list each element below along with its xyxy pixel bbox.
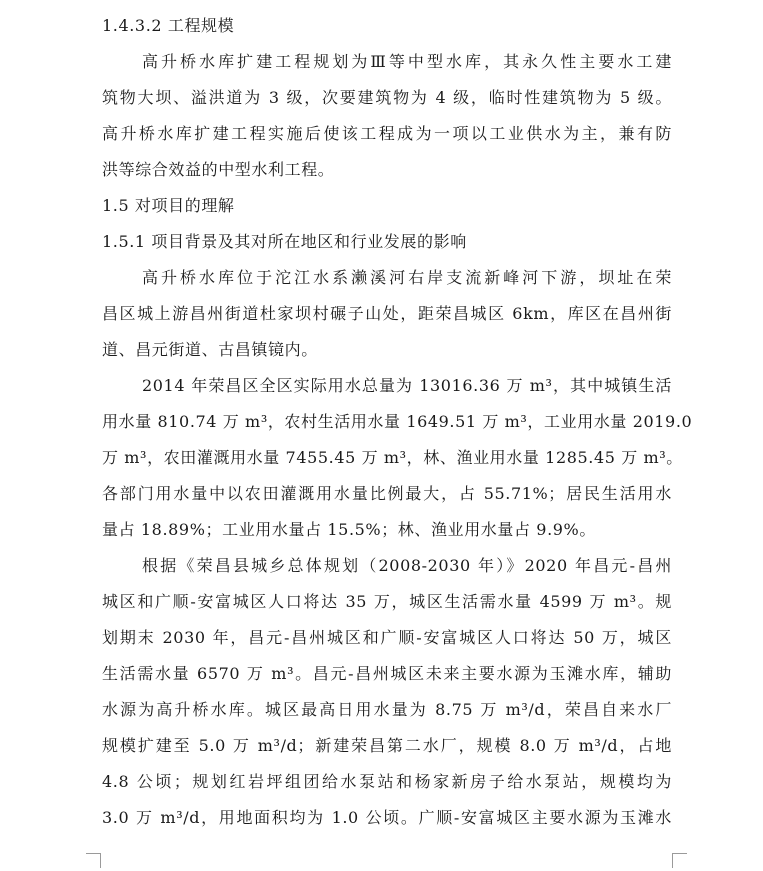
section-heading-1-5-1: 1.5.1 项目背景及其对所在地区和行业发展的影响: [102, 232, 467, 251]
paragraph-line: 划期末 2030 年，昌元-昌州城区和广顺-安富城区人口将达 50 万，城区: [102, 628, 672, 647]
section-heading-1-5: 1.5 对项目的理解: [102, 196, 235, 215]
paragraph-line: 量占 18.89%；工业用水量占 15.5%；林、渔业用水量占 9.9%。: [102, 520, 596, 539]
section-heading-1-4-3-2: 1.4.3.2 工程规模: [102, 16, 235, 35]
paragraph-line: 城区和广顺-安富城区人口将达 35 万，城区生活需水量 4599 万 m³。规: [102, 592, 672, 611]
paragraph-line: 各部门用水量中以农田灌溉用水量比例最大，占 55.71%；居民生活用水: [102, 484, 672, 503]
paragraph-line: 万 m³，农田灌溉用水量 7455.45 万 m³，林、渔业用水量 1285.45 万 m³。: [102, 448, 683, 467]
paragraph-line: 2014 年荣昌区全区实际用水总量为 13016.36 万 m³，其中城镇生活: [142, 376, 672, 395]
paragraph-line: 根据《荣昌县城乡总体规划（2008-2030 年）》2020 年昌元-昌州: [142, 556, 672, 575]
paragraph-line: 生活需水量 6570 万 m³。昌元-昌州城区未来主要水源为玉滩水库，辅助: [102, 664, 672, 683]
paragraph-line: 规模扩建至 5.0 万 m³/d；新建荣昌第二水厂，规模 8.0 万 m³/d，占地: [102, 736, 672, 755]
paragraph-line: 4.8 公顷；规划红岩坪组团给水泵站和杨家新房子给水泵站，规模均为: [102, 772, 672, 791]
paragraph-line: 昌区城上游昌州街道杜家坝村碾子山处，距荣昌城区 6km，库区在昌州街: [102, 304, 672, 323]
paragraph-line: 道、昌元街道、古昌镇镜内。: [102, 340, 318, 359]
document-body: [102, 8, 693, 836]
paragraph-line: 3.0 万 m³/d，用地面积均为 1.0 公顷。广顺-安富城区主要水源为玉滩水: [102, 808, 672, 827]
paragraph-line: 用水量 810.74 万 m³，农村生活用水量 1649.51 万 m³，工业用水量 2019.0: [102, 412, 693, 431]
paragraph-line: 高升桥水库位于沱江水系濑溪河右岸支流新峰河下游，坝址在荣: [142, 268, 672, 287]
paragraph-line: 筑物大坝、溢洪道为 3 级，次要建筑物为 4 级，临时性建筑物为 5 级。: [102, 88, 672, 107]
page-corner-mark-right: [672, 853, 687, 868]
paragraph-line: 高升桥水库扩建工程实施后使该工程成为一项以工业供水为主，兼有防: [102, 124, 672, 143]
paragraph-line: 洪等综合效益的中型水利工程。: [102, 160, 335, 179]
paragraph-line: 水源为高升桥水库。城区最高日用水量为 8.75 万 m³/d，荣昌自来水厂: [102, 700, 672, 719]
page-corner-mark-left: [86, 853, 101, 868]
paragraph-line: 高升桥水库扩建工程规划为Ⅲ等中型水库，其永久性主要水工建: [142, 52, 672, 71]
